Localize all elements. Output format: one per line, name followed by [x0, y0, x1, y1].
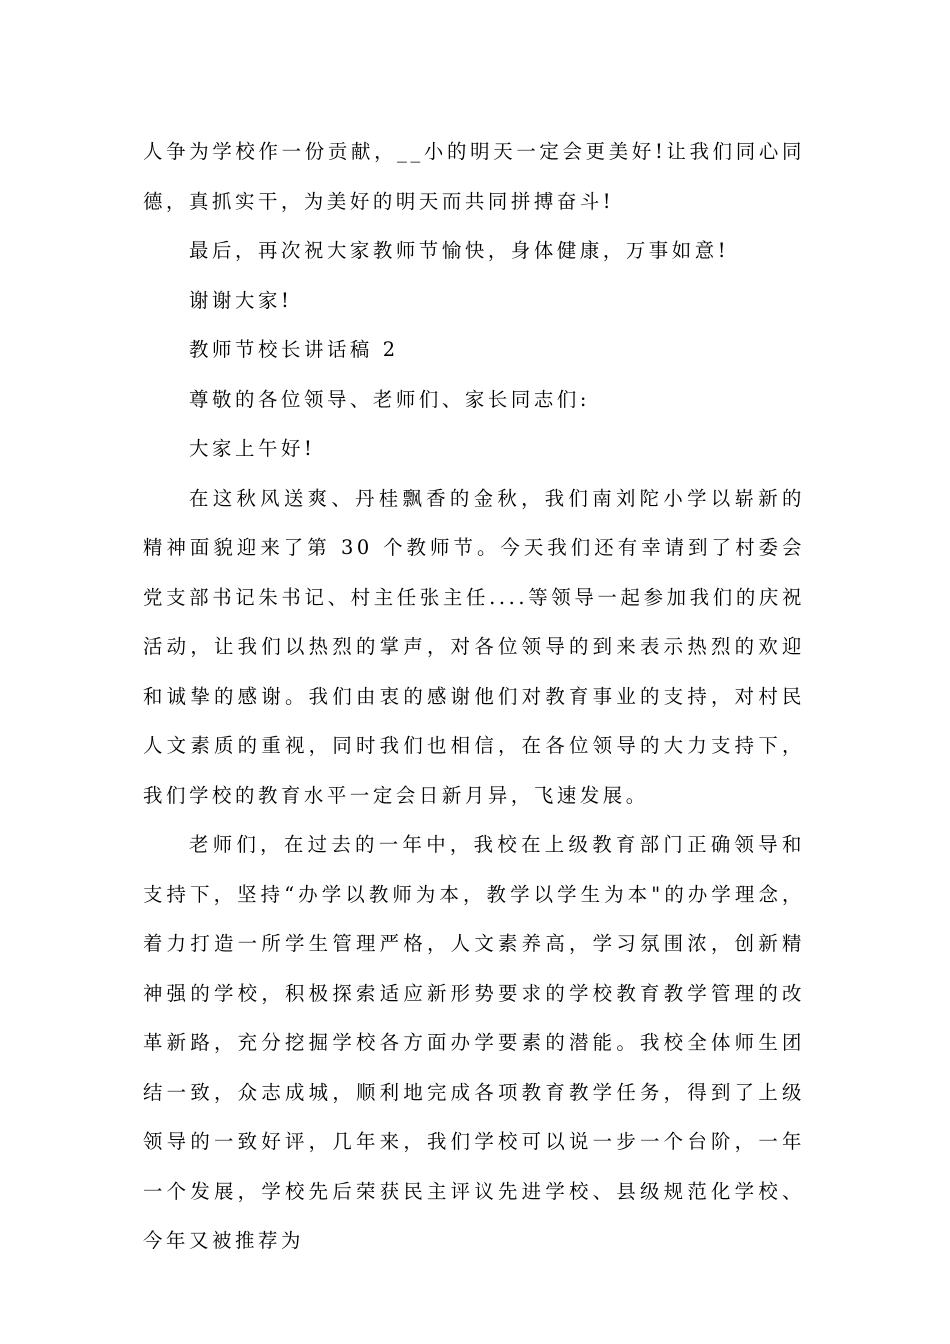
paragraph: 老师们，在过去的一年中，我校在上级教育部门正确领导和支持下，坚持“办学以教师为本，教学以学生为本"的办学理念，着力打造一所学生管理严格，人文素养高，学习氛围浓，创新精神强的学校，积极探索适应新形势要求的学校教育教学管理的改革新路，充分挖掘学校各方面办学要素的潜能。我校全体师生团结一致，众志成城，顺利地完成各项教育教学任务，得到了上级领导的一致好评，几年来，我们学校可以说一步一个台阶，一年一个发展，学校先后荣获民主评议先进学校、县级规范化学校、今年又被推荐为 [143, 833, 805, 1252]
paragraph: 在这秋风送爽、丹桂飘香的金秋，我们南刘陀小学以崭新的精神面貌迎来了第 30 个教师节。今天我们还有幸请到了村委会党支部书记朱书记、村主任张主任....等领导一起参加我们的庆祝活动，让我们以热烈的掌声，对各位领导的到来表示热烈的欢迎和诚挚的感谢。我们由衷的感谢他们对教育事业的支持，对村民人文素质的重视，同时我们也相信，在各位领导的大力支持下，我们学校的教育水平一定会日新月异，飞速发展。 [143, 486, 805, 807]
paragraph: 人争为学校作一份贡献，__小的明天一定会更美好!让我们同心同德，真抓实干，为美好的明天而共同拼搏奋斗! [143, 140, 805, 213]
paragraph: 最后，再次祝大家教师节愉快，身体健康，万事如意! [189, 239, 730, 262]
paragraph: 谢谢大家! [189, 288, 293, 312]
greeting: 大家上午好! [189, 437, 316, 460]
section-heading: 教师节校长讲话稿 2 [189, 338, 399, 361]
document-body [143, 127, 805, 1266]
salutation: 尊敬的各位领导、老师们、家长同志们: [189, 387, 590, 411]
